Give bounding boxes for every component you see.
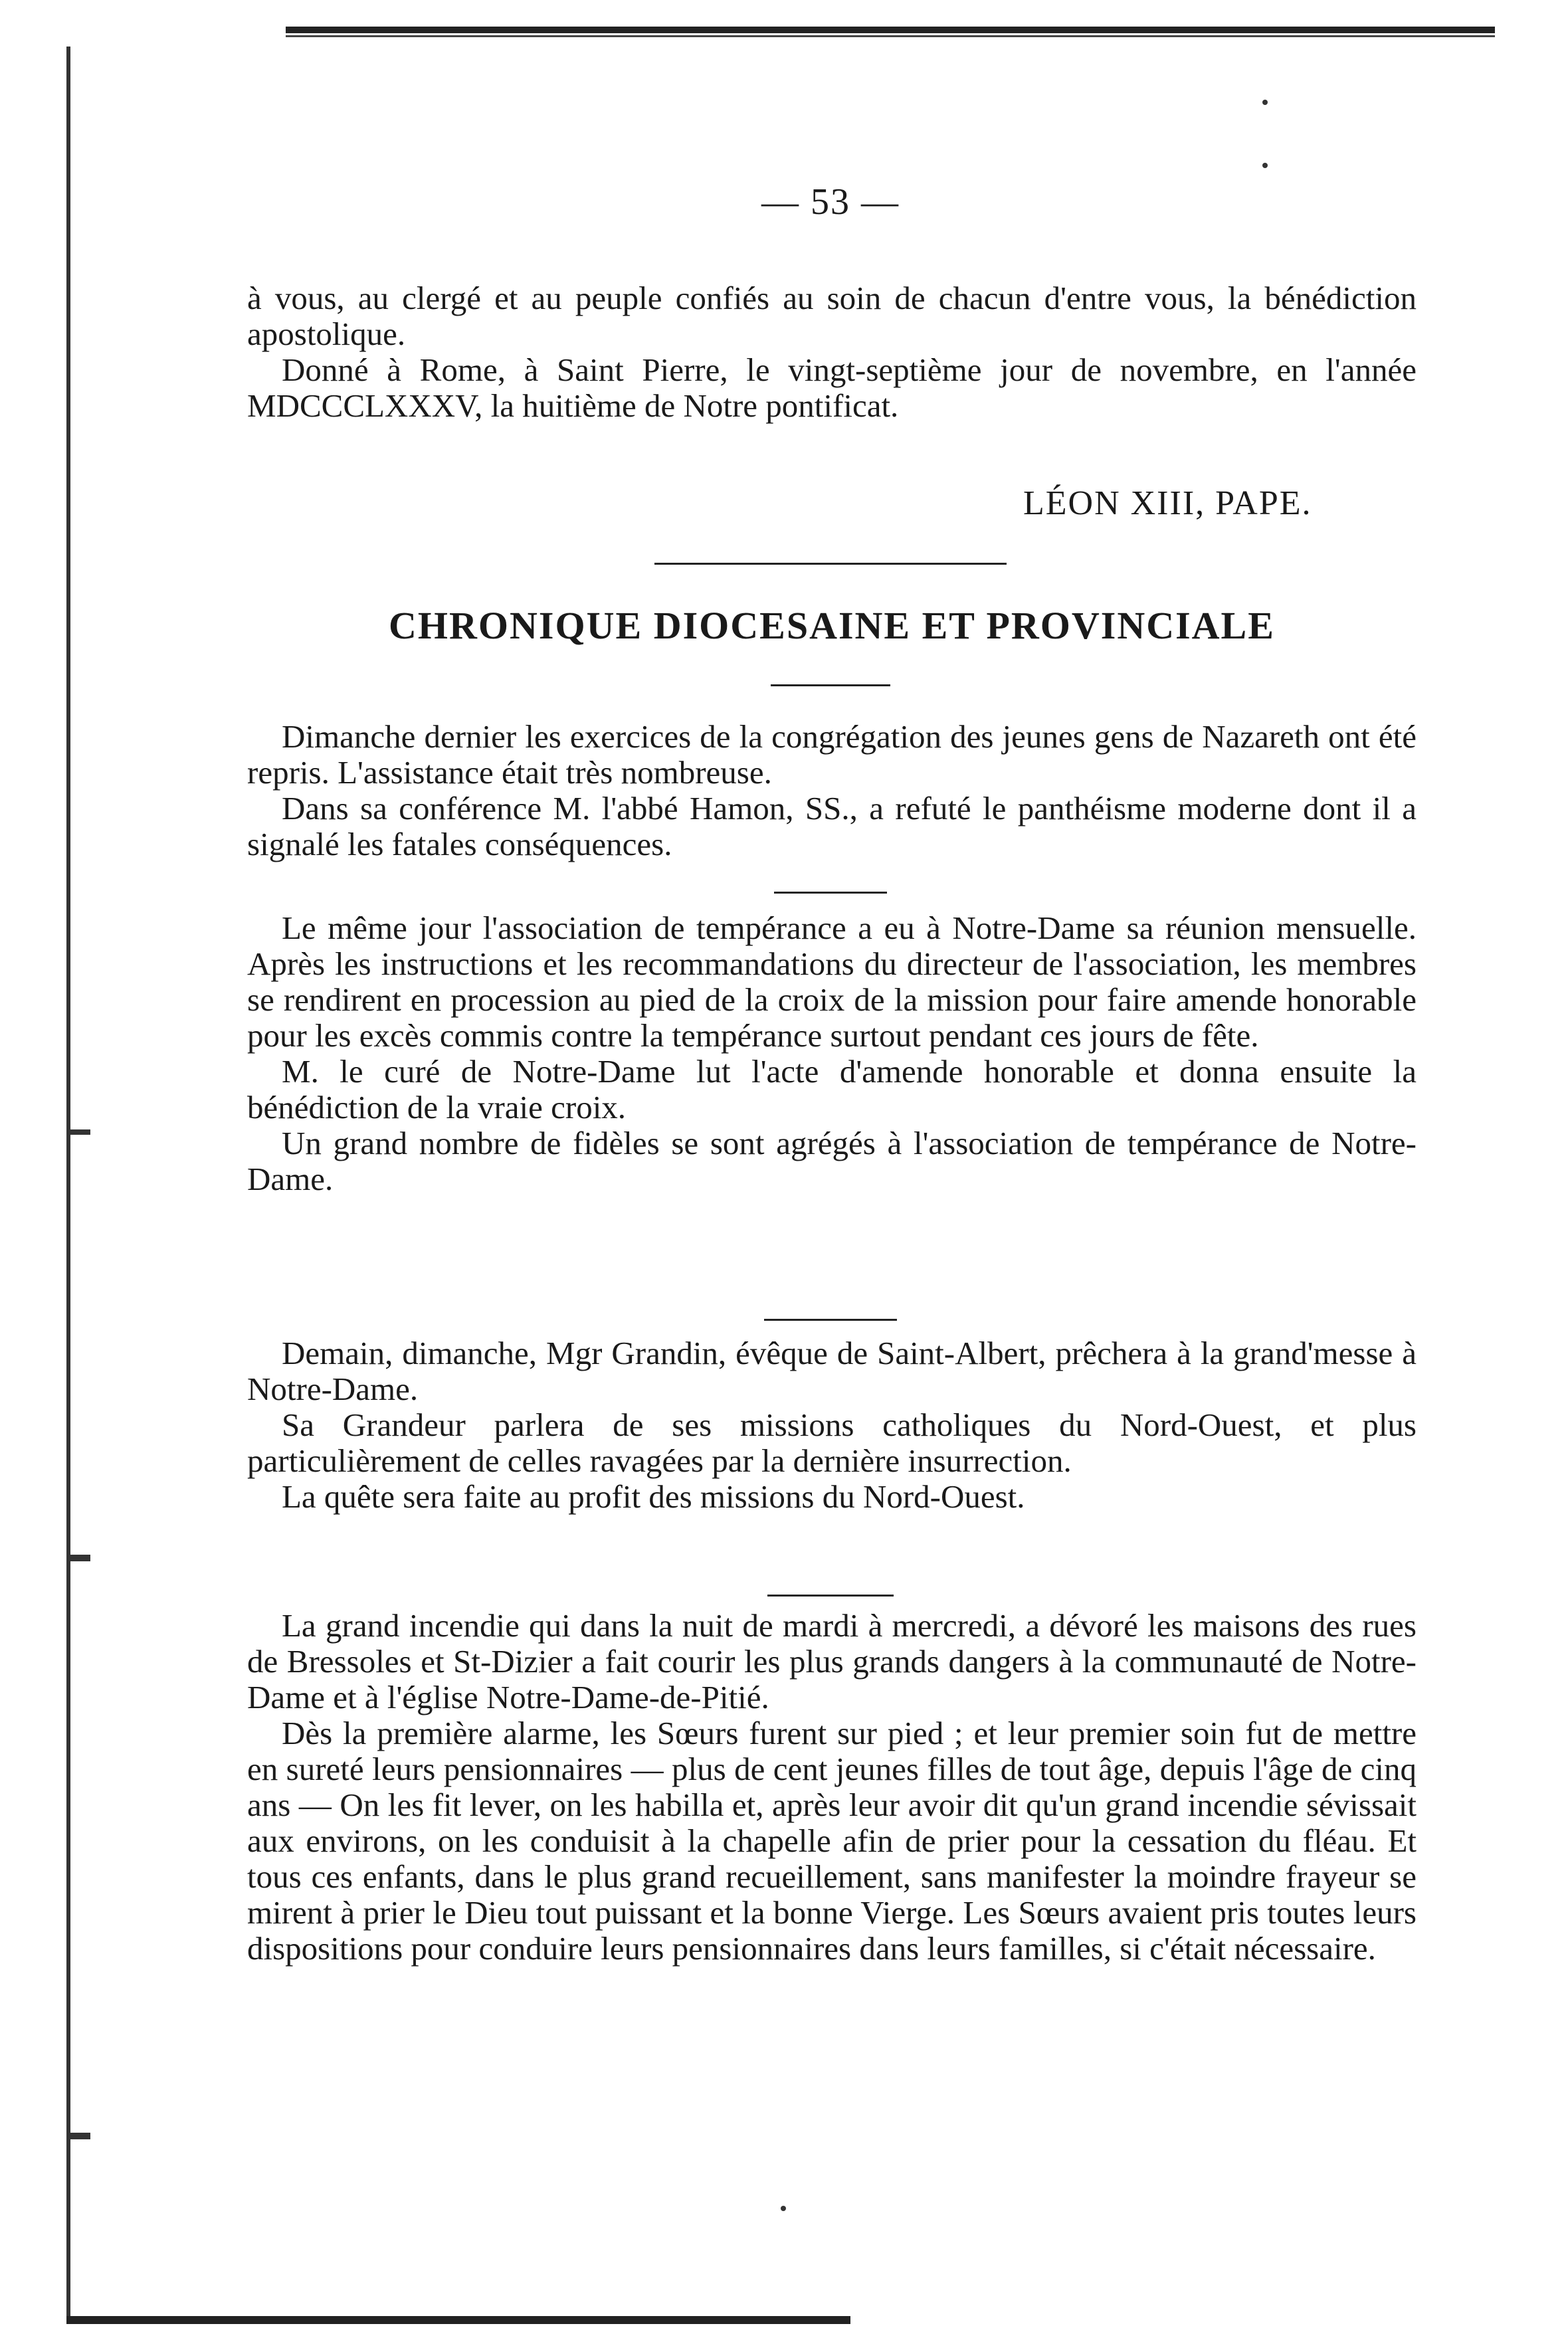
chronicle-item-3: [247, 1335, 1417, 1515]
separator: [771, 684, 890, 686]
bottom-rule: [66, 2316, 850, 2324]
opening-text: [247, 280, 1417, 424]
chronicle-item-1: [247, 719, 1417, 862]
speck: [1262, 163, 1268, 168]
signature: LÉON XIII, PAPE.: [1023, 484, 1312, 522]
paragraph: Dans sa conférence M. l'abbé Hamon, SS., a refuté le panthéisme moderne dont il a signalé les fatales conséquences.: [247, 790, 1417, 862]
paragraph: Dimanche dernier les exercices de la congrégation des jeunes gens de Nazareth ont été repris. L'assistance était très nombreuse.: [247, 718, 1417, 791]
margin-mark: [70, 1129, 90, 1135]
separator: [654, 563, 1007, 565]
top-rule: [286, 27, 1495, 33]
speck: [1262, 100, 1268, 105]
paragraph: Demain, dimanche, Mgr Grandin, évêque de Saint-Albert, prêchera à la grand'messe à Notre-Dame.: [247, 1335, 1417, 1407]
separator: [767, 1595, 894, 1597]
chronicle-item-2: [247, 910, 1417, 1197]
paragraph: Sa Grandeur parlera de ses missions catholiques du Nord-Ouest, et plus particulièrement de celles ravagées par la dernière insurrection.: [247, 1407, 1417, 1479]
margin-mark: [70, 2133, 90, 2139]
page-number: — 53 —: [761, 181, 900, 223]
paragraph: M. le curé de Notre-Dame lut l'acte d'amende honorable et donna ensuite la bénédiction de la vraie croix.: [247, 1053, 1417, 1125]
separator: [774, 892, 887, 894]
speck: [781, 2206, 786, 2211]
margin-mark: [70, 1555, 90, 1561]
paragraph: à vous, au clergé et au peuple confiés au soin de chacun d'entre vous, la bénédiction apostolique.: [247, 280, 1417, 352]
chronicle-item-4: [247, 1608, 1417, 1967]
paragraph: La quête sera faite au profit des missions du Nord-Ouest.: [282, 1478, 1025, 1515]
paragraph: Le même jour l'association de tempérance a eu à Notre-Dame sa réunion mensuelle. Après les instructions et les recommandations du directeur de l'association, les membres se rendirent en procession au pied de la croix de la mission pour faire amende honorable pour les excès commis contre la tempérance surtout pendant ces jours de fête.: [247, 910, 1417, 1054]
separator: [764, 1319, 897, 1321]
section-heading: CHRONIQUE DIOCESAINE ET PROVINCIALE: [389, 604, 1275, 647]
paragraph: La grand incendie qui dans la nuit de mardi à mercredi, a dévoré les maisons des rues de Bressoles et St-Dizier a fait courir les plus grands dangers à la communauté de Notre-Dame et à l'église Notre-Dame-de-Pitié.: [247, 1607, 1417, 1715]
paragraph: Donné à Rome, à Saint Pierre, le vingt-septième jour de novembre, en l'année MDCCCLXXXV, la huitième de Notre pontificat.: [247, 351, 1417, 424]
top-rule-thin: [286, 35, 1495, 37]
margin-binding-line: [66, 47, 70, 2319]
paragraph: Dès la première alarme, les Sœurs furent sur pied ; et leur premier soin fut de mettre en sureté leurs pensionnaires — plus de cent jeunes filles de tout âge, depuis l'âge de cinq ans — On les fit lever, on les habilla et, après leur avoir dit qu'un grand incendie sévissait aux environs, on les conduisit à la chapelle afin de prier pour la cessation du fléau. Et tous ces enfants, dans le plus grand recueillement, sans manifester la moindre frayeur se mirent à prier le Dieu tout puissant et la bonne Vierge. Les Sœurs avaient pris toutes leurs dispositions pour conduire leurs pensionnaires dans leurs familles, si c'était nécessaire.: [247, 1715, 1417, 1967]
paragraph: Un grand nombre de fidèles se sont agrégés à l'association de tempérance de Notre-Dame.: [247, 1125, 1417, 1197]
